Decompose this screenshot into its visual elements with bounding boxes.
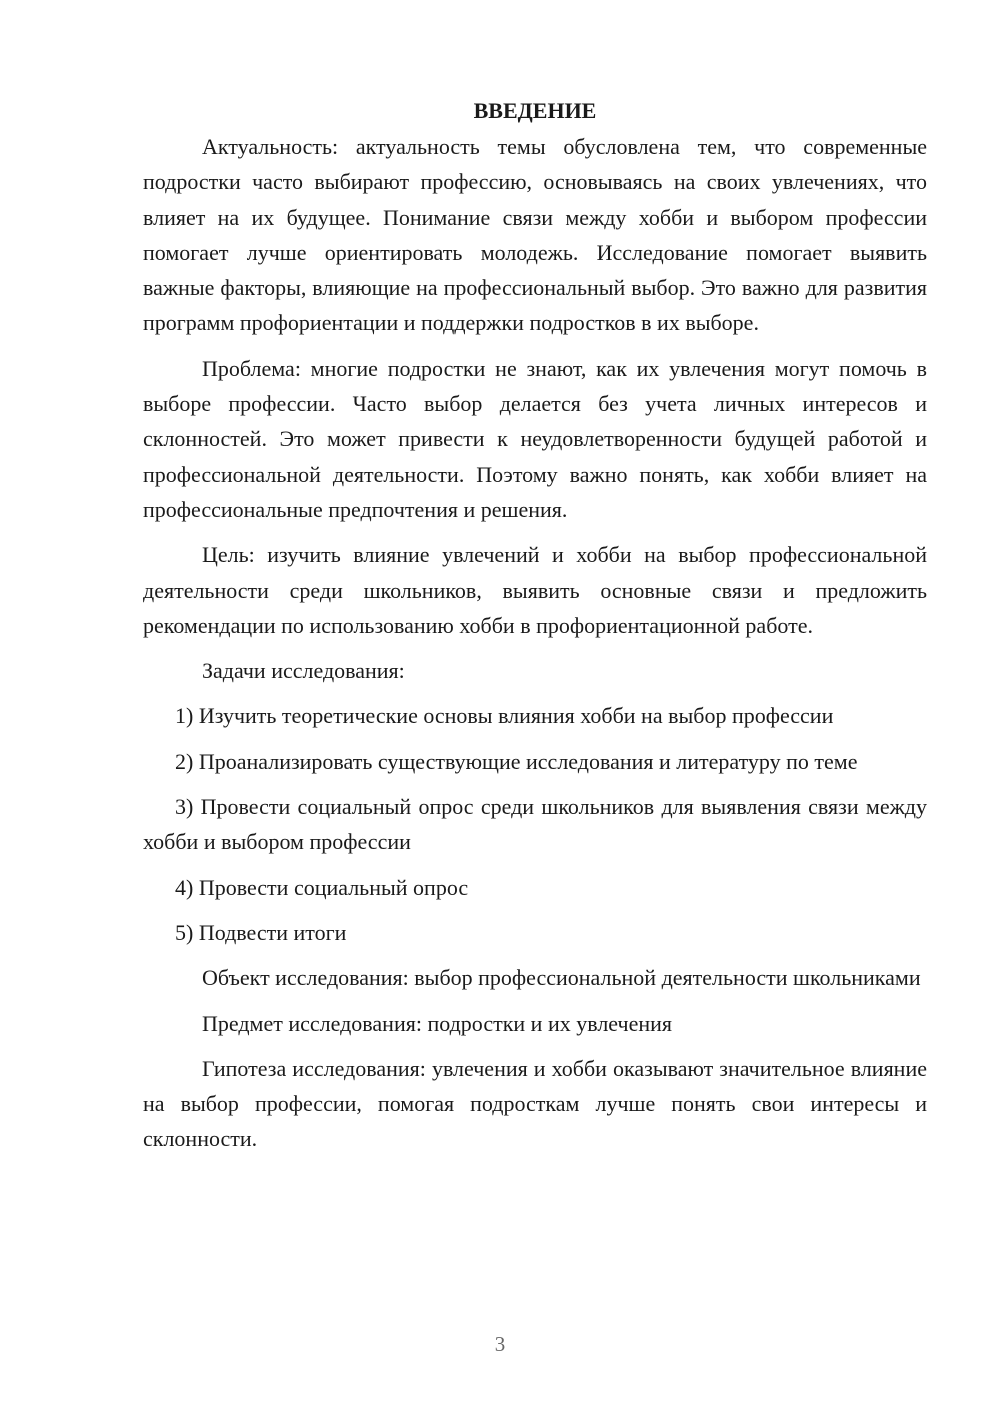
- section-heading: ВВЕДЕНИЕ: [473, 98, 597, 123]
- hypothesis-paragraph: Гипотеза исследования: увлечения и хобби оказывают значительное влияние на выбор профессии, помогая подросткам лучше понять свои интересы и склонности.: [143, 1055, 927, 1152]
- object-paragraph: Объект исследования: выбор профессиональной деятельности школьниками: [202, 965, 921, 991]
- task-item-1: 1) Изучить теоретические основы влияния хобби на выбор профессии: [175, 703, 834, 729]
- tasks-heading: Задачи исследования:: [202, 658, 405, 684]
- task-item-4: 4) Провести социальный опрос: [175, 874, 469, 900]
- relevance-paragraph: Актуальность: актуальность темы обусловлена тем, что современные подростки часто выбирают профессию, основываясь на своих увлечениях, что влияет на их будущее. Понимание связи между хобби и выбором профессии помогает лучше ориентировать молодежь. Исследование помогает выявить важные факторы, влияющие на профессиональный выбор. Это важно для развития программ профориентации и поддержки подростков в их выборе.: [143, 134, 927, 336]
- goal-paragraph: Цель: изучить влияние увлечений и хобби на выбор профессиональной деятельности среди школьников, выявить основные связи и предложить рекомендации по использованию хобби в профориентационной работе.: [143, 542, 927, 638]
- task-item-2: 2) Проанализировать существующие исследования и литературу по теме: [175, 748, 858, 774]
- task-item-5: 5) Подвести итоги: [175, 919, 347, 945]
- page-content: [143, 93, 927, 1167]
- problem-paragraph: Проблема: многие подростки не знают, как их увлечения могут помочь в выборе профессии. Часто выбор делается без учета личных интересов и склонностей. Это может привести к неудовлетворенности будущей работой и профессиональной деятельности. Поэтому важно понять, как хобби влияет на профессиональные предпочтения и решения.: [143, 355, 927, 522]
- page-number: 3: [494, 1332, 506, 1356]
- task-item-3: 3) Провести социальный опрос среди школьников для выявления связи между хобби и выбором профессии: [143, 794, 927, 855]
- subject-paragraph: Предмет исследования: подростки и их увлечения: [202, 1010, 673, 1036]
